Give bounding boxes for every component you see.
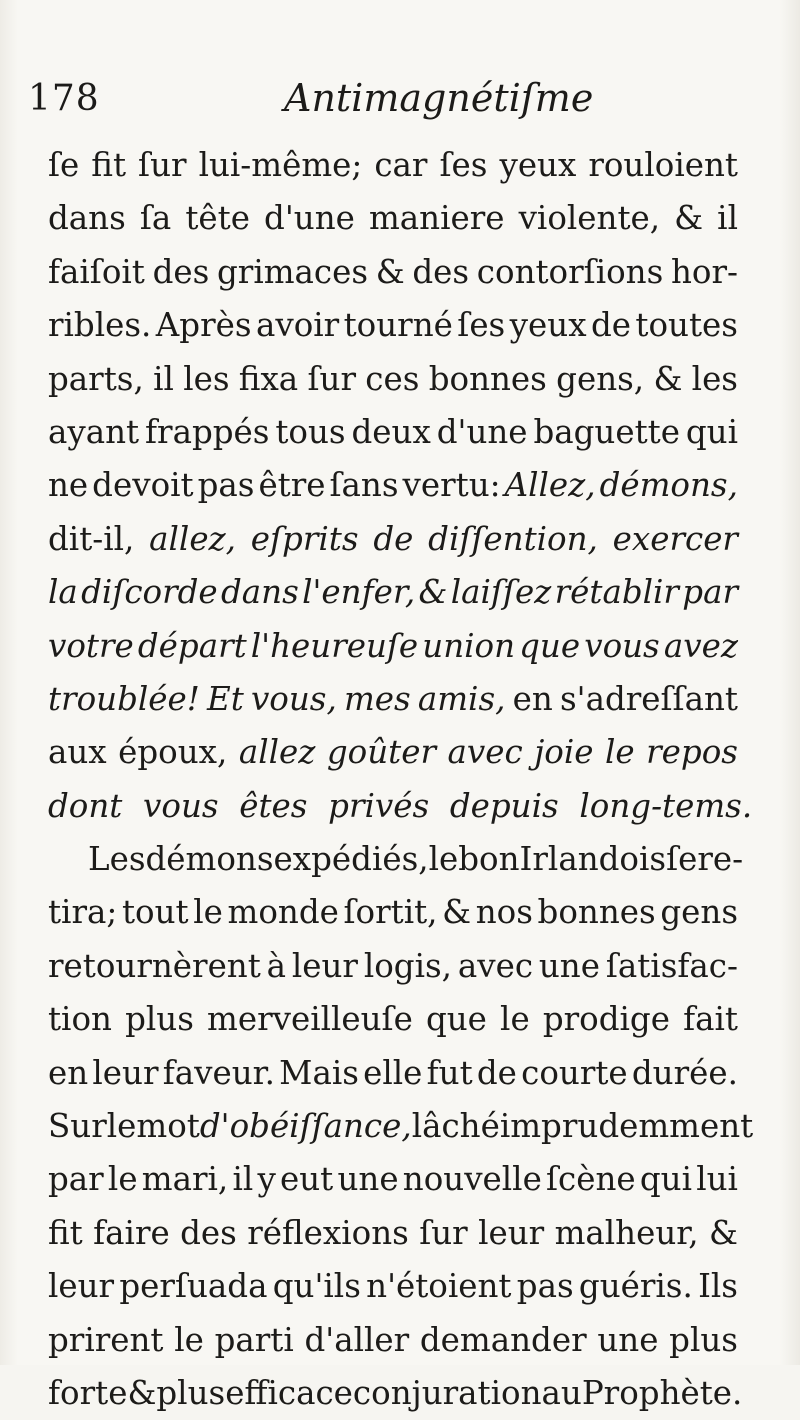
word: par (48, 1160, 104, 1199)
text-line (48, 246, 738, 299)
word: guéris. (578, 1267, 693, 1306)
word: hor- (670, 252, 738, 291)
word: fait (683, 1000, 738, 1039)
word: fit (91, 146, 127, 184)
word: aux (48, 733, 107, 772)
word: ſans (329, 466, 399, 505)
word: démons, (599, 466, 738, 505)
word: mes (343, 679, 411, 718)
word: allez (238, 733, 316, 772)
word: que (425, 1000, 487, 1039)
word: ſe (666, 840, 698, 879)
word: vous, (250, 679, 337, 718)
word: le (428, 840, 459, 879)
word: ſa (139, 199, 172, 238)
word: frappés (145, 412, 270, 451)
word: de (373, 519, 414, 558)
word: parts, (48, 359, 144, 398)
word: & (708, 1213, 738, 1252)
word: gens, (556, 359, 645, 398)
word: le (193, 893, 223, 932)
word: époux, (118, 733, 228, 772)
running-title: Antimagnétiſme (284, 76, 594, 120)
word: gens (660, 893, 738, 932)
word: en (512, 679, 553, 718)
word: & (442, 893, 472, 932)
word: l'heureuſe (250, 626, 419, 665)
word: rouloient (588, 146, 738, 184)
word: ſe (48, 146, 80, 184)
word: des (180, 1213, 237, 1252)
word: le (174, 1320, 204, 1359)
word: êtes (239, 786, 308, 825)
word: le (500, 1000, 530, 1039)
word: dit-il, (48, 519, 135, 558)
word: car (374, 146, 428, 184)
word: pas (197, 466, 255, 505)
word: avoir (255, 306, 340, 345)
word: ſur (307, 359, 356, 398)
word: Prophète. (581, 1373, 743, 1412)
word: & (375, 252, 405, 291)
text-line (48, 673, 738, 726)
word: faiſoit (48, 252, 145, 291)
body-text (48, 139, 754, 1420)
word: merveilleuſe (207, 1000, 413, 1039)
word: qu'ils (272, 1267, 361, 1306)
word: des (412, 252, 470, 291)
word: & (418, 573, 448, 612)
word: au (541, 1373, 582, 1412)
word: l'enfer, (302, 573, 416, 612)
word: lâché (411, 1107, 500, 1146)
word: faveur. (162, 1053, 275, 1092)
word: long-tems. (579, 786, 753, 825)
text-line (48, 1367, 743, 1420)
text-line (48, 406, 738, 459)
word: Sur (48, 1107, 107, 1146)
word: tête (185, 199, 250, 238)
word: Ils (698, 1267, 738, 1306)
word: prirent (48, 1320, 164, 1359)
word: joie (534, 733, 594, 772)
word: goûter (326, 733, 437, 772)
word: vous (584, 626, 660, 665)
word: tira; (48, 893, 118, 932)
word: leur (48, 1267, 115, 1306)
text-line (48, 353, 738, 406)
word: le (106, 1107, 137, 1146)
word: diſſention, (428, 519, 598, 558)
word: logis, (363, 946, 452, 985)
word: à (266, 946, 287, 985)
word: tout (121, 893, 189, 932)
word: avec (457, 946, 534, 985)
word: dans (48, 199, 126, 238)
word: bon (458, 840, 520, 879)
word: nouvelle (402, 1160, 542, 1199)
word: troublée! (48, 679, 200, 718)
word: lui-même; (198, 146, 363, 184)
word: forte (48, 1373, 128, 1412)
word: vous (143, 786, 219, 825)
word: baguette (533, 412, 680, 451)
word: n'étoient (366, 1267, 512, 1306)
word: & (653, 359, 683, 398)
word: nos (475, 893, 533, 932)
word: ſur (419, 1213, 468, 1252)
word: d'une (264, 199, 355, 238)
text-line (48, 886, 738, 939)
word: re- (697, 840, 744, 879)
page-number: 178 (28, 78, 100, 119)
word: ſcène (546, 1160, 636, 1199)
word: & (127, 1373, 157, 1412)
word: grimaces (216, 252, 369, 291)
text-line (48, 1314, 738, 1367)
text-line (48, 833, 744, 886)
word: efficace (225, 1373, 353, 1412)
word: fixa (238, 359, 299, 398)
word: les (691, 359, 738, 398)
word: demander (419, 1320, 587, 1359)
word: Irlandois (519, 840, 667, 879)
word: ayant (48, 412, 140, 451)
word: il (232, 1160, 254, 1199)
word: le (107, 1160, 138, 1199)
word: de (476, 1053, 517, 1092)
text-line (48, 1260, 738, 1313)
word: il (717, 199, 738, 238)
word: repos (646, 733, 738, 772)
word: parti (214, 1320, 294, 1359)
word: une (337, 1160, 399, 1199)
word: fit (48, 1213, 83, 1252)
word: eut (280, 1160, 334, 1199)
word: d'aller (304, 1320, 410, 1359)
text-line (48, 566, 738, 619)
word: dans (220, 573, 299, 612)
word: amis, (417, 679, 506, 718)
word: vertu: (402, 466, 501, 505)
word: qui (639, 1160, 692, 1199)
text-line (48, 1153, 738, 1206)
text-line (48, 192, 738, 245)
word: deux (351, 412, 431, 451)
word: elle (363, 1053, 423, 1092)
word: ſur (138, 146, 187, 184)
word: contorſions (476, 252, 664, 291)
word: en (48, 1053, 89, 1092)
word: devoit (92, 466, 194, 505)
text-line (48, 1100, 754, 1153)
word: pas (516, 1267, 574, 1306)
word: plus (156, 1373, 226, 1412)
word: toutes (635, 306, 738, 345)
word: depuis (449, 786, 559, 825)
word: les (183, 359, 230, 398)
word: des (152, 252, 210, 291)
word: maniere (368, 199, 505, 238)
word: avec (447, 733, 523, 772)
word: Mais (279, 1053, 359, 1092)
word: votre (48, 626, 134, 665)
word: démons (145, 840, 274, 879)
word: violente, (518, 199, 661, 238)
word: leur (478, 1213, 545, 1252)
word: ne (48, 466, 89, 505)
word: Et (206, 679, 244, 718)
word: d'obéiſſance, (199, 1107, 412, 1146)
word: allez, (149, 519, 237, 558)
word: Après (155, 306, 252, 345)
word: leur (92, 1053, 159, 1092)
word: mot (136, 1107, 200, 1146)
word: exercer (612, 519, 738, 558)
text-line (48, 726, 738, 779)
word: ſes (439, 146, 488, 184)
word: dont (48, 786, 123, 825)
text-line (48, 780, 753, 833)
word: une (597, 1320, 659, 1359)
text-line (48, 620, 738, 673)
word: départ (137, 626, 247, 665)
word: la (48, 573, 78, 612)
word: que (519, 626, 581, 665)
word: Les (88, 840, 146, 879)
word: bonnes (428, 359, 547, 398)
word: être (258, 466, 326, 505)
word: mari, (141, 1160, 229, 1199)
word: fut (426, 1053, 473, 1092)
word: laiſſez (450, 573, 552, 612)
word: lui (696, 1160, 738, 1199)
text-line (48, 139, 738, 192)
word: & (674, 199, 704, 238)
text-line (48, 513, 738, 566)
word: il (153, 359, 174, 398)
word: prodige (542, 1000, 670, 1039)
word: yeux (509, 306, 587, 345)
word: ſatisfac- (605, 946, 738, 985)
text-line (48, 940, 738, 993)
text-line (48, 459, 738, 512)
text-line (48, 299, 738, 352)
word: ſes (457, 306, 506, 345)
word: tourné (343, 306, 453, 345)
text-line (48, 993, 738, 1046)
word: durée. (631, 1053, 738, 1092)
word: leur (291, 946, 358, 985)
word: tion (48, 1000, 112, 1039)
word: yeux (499, 146, 577, 184)
word: perſuada (119, 1267, 268, 1306)
word: courte (521, 1053, 628, 1092)
word: ſortit, (343, 893, 438, 932)
word: Allez, (504, 466, 596, 505)
word: rétablir (554, 573, 679, 612)
word: par (682, 573, 738, 612)
word: expédiés, (273, 840, 429, 879)
word: retournèrent (48, 946, 261, 985)
word: qui (685, 412, 738, 451)
word: le (604, 733, 635, 772)
word: tous (275, 412, 346, 451)
word: malheur, (554, 1213, 699, 1252)
word: plus (125, 1000, 194, 1039)
running-head (28, 70, 760, 130)
word: ribles. (48, 306, 152, 345)
word: de (590, 306, 631, 345)
word: eſprits (250, 519, 359, 558)
word: privés (328, 786, 430, 825)
word: d'une (436, 412, 528, 451)
word: ces (365, 359, 420, 398)
word: s'adreſſant (559, 679, 738, 718)
word: réflexions (247, 1213, 409, 1252)
word: union (422, 626, 516, 665)
word: plus (669, 1320, 738, 1359)
word: conjuration (352, 1373, 542, 1412)
text-line (48, 1047, 738, 1100)
word: monde (227, 893, 339, 932)
word: une (538, 946, 600, 985)
word: imprudemment (499, 1107, 754, 1146)
word: faire (93, 1213, 170, 1252)
word: bonnes (537, 893, 656, 932)
text-line (48, 1207, 738, 1260)
word: y (257, 1160, 276, 1199)
word: avez (663, 626, 738, 665)
word: diſcorde (81, 573, 218, 612)
